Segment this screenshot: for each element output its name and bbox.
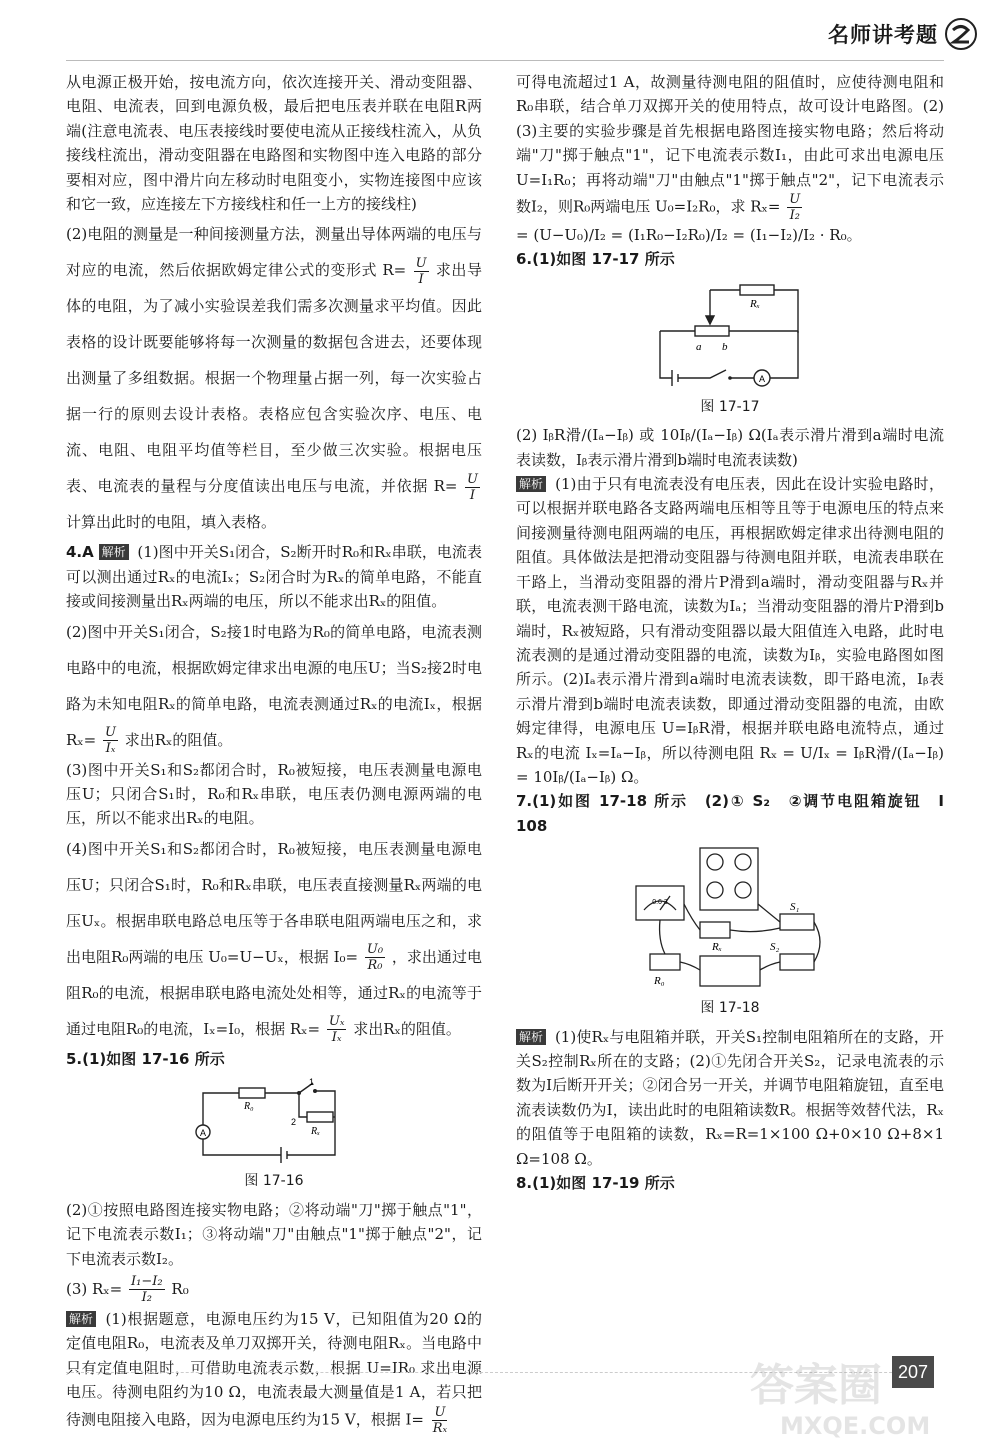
answer-paragraph: 可得电流超过1 A，故测量待测电阻的阻值时，应使待测电阻和R₀串联，结合单刀双掷开关的使用特点，故可设计电路图。(2)(3)主要的实验步骤是首先根据电路图连接实物电路；然后将动端"刀"掷于触点"1"，记下电流表示数I₁，由此可求出电源电压 U=I₁R₀；再将动端"刀"由触点"1"掷于触点"2"，记下电流表示数I₂，则R₀两端电压 U₀=I₂R₀，求 Rₓ= $\frac{U}{\text{I₂}}$ [516,73,944,224]
answer-paragraph: (3)图中开关S₁和S₂都闭合时，R₀被短接，电压表测量电源电压U；只闭合S₁时，R₀和Rₓ串联，电压表仍测电源两端的电压，所以不能求出Rₓ的电阻。 [66,760,482,828]
apparatus-figure-17-18 [630,844,830,994]
page-number: 207 [892,1356,934,1388]
analysis-tag: 解析 [66,1311,96,1327]
answer-paragraph: 从电源正极开始，按电流方向，依次连接开关、滑动变阻器、电阻、电流表，回到电源负极，最后把电压表并联在电阻R两端(注意电流表、电压表接线时要使电流从正接线柱流入，从负接线柱流出，滑动变阻器在电路图和实物图中连入电路的部分要相对应，图中滑片向左移动时电阻变小，实物连接图中应该和它一致，应连接左下方接线柱和任一上方的接线柱) [66,73,482,214]
ammeter-symbol: A [199,1128,207,1139]
end-a-label: a [696,340,702,353]
header-divider [66,60,944,61]
left-column [66,70,482,1436]
meter-scale-label: 0.6 3 [652,899,668,907]
page-header [828,14,978,54]
answer-paragraph: 解析 (1)根据题意，电源电压约为15 V，已知阻值为20 Ω的定值电阻R₀，电流表及单刀双掷开关，待测电阻Rₓ。当电路中只有定值电阻时，可借助电流表示数，根据 U=IR₀ 求出电源电压。待测电阻约为10 Ω，电流表最大测量值是1 A，若只把待测电阻接入电路，因为电源电压约为15 V，根据 I= $\frac{U}{\text{Rₓ}}$ [66,1309,482,1436]
figure-caption: 图 17-16 [244,1173,304,1190]
fraction: $\frac{U}{I}$ [415,255,427,287]
watermark-text: 答案圈 [750,1360,882,1411]
ammeter-symbol: A [758,373,766,384]
figure-caption: 图 17-18 [700,1000,760,1017]
right-column [516,70,960,1195]
rx-label: Rₓ [311,1126,320,1138]
header-title: 名师讲考题 [828,23,938,47]
watermark-url: MXQE.COM [780,1412,931,1440]
answer-paragraph: (2) IᵦR滑/(Iₐ−Iᵦ) 或 10Iᵦ/(Iₐ−Iᵦ) Ω(Iₐ表示滑片滑到a端时电流表读数，Iᵦ表示滑片滑到b端时电流表读数) [516,426,944,469]
end-b-label: b [722,340,728,353]
fraction: $\frac{\text{I₁−I₂}}{\text{I₂}}$ [131,1274,163,1306]
answer-paragraph: (2)图中开关S₁闭合，S₂接1时电路为R₀的简单电路，电流表测电路中的电流，根据欧姆定律求出电源的电压U；当S₂接2时电路为未知电阻Rₓ的简单电路，电流表测通过Rₓ的电流Iₓ，根据 Rₓ= $\frac{U}{\text{Iₓ}}$ 求出Rₓ的阻值。 [66,622,482,757]
rx-label: Rₓ [712,941,722,954]
fraction: $\frac{U}{\text{Rₓ}}$ [432,1404,448,1436]
circuit-figure-17-17 [650,278,810,393]
question-6-heading: 6.(1)如图 17-17 所示 [516,250,675,269]
question-number: 4.A [66,543,94,562]
question-5-heading: 5.(1)如图 17-16 所示 [66,1049,225,1068]
analysis-tag: 解析 [516,1029,546,1045]
equation-line: = (U−U₀)/I₂ = (I₁R₀−I₂R₀)/I₂ = (I₁−I₂)/I₂ · R₀。 [516,226,862,245]
fraction: $\frac{U}{\text{I₂}}$ [789,192,801,224]
fraction: $\frac{U}{\text{Iₓ}}$ [105,725,116,757]
answer-paragraph: (4)图中开关S₁和S₂都闭合时，R₀被短接，电压表测量电源电压U；只闭合S₁时，R₀和Rₓ串联，电压表直接测量Rₓ两端的电压Uₓ。根据串联电路总电压等于各串联电阻两端电压之和，求出电阻R₀两端的电压 U₀=U−Uₓ，根据 I₀= $\frac{\text{U₀}}{\text{R₀}}$ ，求出通过电阻R₀的电流，根据串联电路电流处处相等，通过Rₓ的电流等于通过电阻R₀的电流，Iₓ=I₀，根据 Rₓ= $\frac{\text{Uₓ}}{\text{Iₓ}}$ 求出Rₓ的阻值。 [66,839,482,1046]
figure-caption: 图 17-17 [700,398,760,415]
analysis-tag: 解析 [99,544,129,560]
watermark [740,1350,990,1440]
question-4-answer: 4.A 解析 (1)图中开关S₁闭合，S₂断开时R₀和Rₓ串联，电流表可以测出通过Rₓ的电流Iₓ；S₂闭合时为Rₓ的简单电路，不能直接或间接测量出Rₓ两端的电压，所以不能求出Rₓ的阻值。 [66,543,482,611]
fraction: $\frac{\text{Uₓ}}{\text{Iₓ}}$ [328,1014,345,1046]
answer-paragraph: 解析 (1)使Rₓ与电阻箱并联，开关S₁控制电阻箱所在的支路，开关S₂控制Rₓ所在的支路；(2)①先闭合开关S₂，记录电流表的示数为I后断开开关；②闭合另一开关，并调节电阻箱旋钮，直至电流表读数仍为I，读出此时的电阻箱读数R。根据等效替代法，Rₓ的阻值等于电阻箱的读数，Rₓ=R=1×100 Ω+0×10 Ω+8×1 Ω=108 Ω。 [516,1027,944,1168]
switch-s1-label: S₁ [790,901,800,914]
answer-paragraph: (2)电阻的测量是一种间接测量方法，测量出导体两端的电压与对应的电流，然后依据欧姆定律公式的变形式 R= $\frac{U}{I}$ 求出导体的电阻，为了减小实验误差我们需多次测量求平均值。因此表格的设计既要能够将每一次测量的数据包含进去，还要体现出测量了多组数据。根据一个物理量占据一列，每一次实验占据一行的原则去设计表格。表格应包含实验次序、电压、电流、电阻、电阻平均值等栏目，至少做三次实验。根据电压表、电流表的量程与分度值读出电压与电流，并依据 R= $\frac{U}{I}$ 计算出此时的电阻，填入表格。 [66,225,482,532]
answer-paragraph: (3) Rₓ= $\frac{\text{I₁−I₂}}{\text{I₂}}$ R₀ [66,1274,189,1306]
fraction: $\frac{U}{I}$ [467,471,478,503]
question-7-answer: 7.(1)如图 17-18 所示 (2)① S₂ ②调节电阻箱旋钮 I 108 [516,792,960,835]
r0-label: R₀ [244,1101,254,1113]
analysis-tag: 解析 [516,476,546,492]
brand-logo-icon [944,17,978,51]
answer-paragraph: (2)①按照电路图连接实物电路；②将动端"刀"掷于触点"1"，记下电流表示数I₁；③将动端"刀"由触点"1"掷于触点"2"，记下电流表示数I₂。 [66,1200,482,1268]
circuit-figure-17-16 [189,1077,359,1167]
contact-2-label: 2 [291,1117,297,1128]
contact-1-label: 1 [309,1077,315,1088]
r0-label: R₀ [654,975,665,988]
rx-label: Rₓ [750,297,760,310]
answer-paragraph: 解析 (1)由于只有电流表没有电压表，因此在设计实验电路时，可以根据并联电路各支路两端电压相等且等于电源电压的特点来间接测量待测电阻两端的电压，再根据欧姆定律求出待测电阻的阻值。具体做法是把滑动变阻器与待测电阻并联，电流表串联在干路上，当滑动变阻器的滑片P滑到a端时，滑动变阻器与Rₓ并联，电流表测干路电流，读数为Iₐ；当滑动变阻器的滑片P滑到b端时，Rₓ被短路，只有滑动变阻器以最大阻值连入电路，此时电流表测的是通过滑动变阻器的电流，读数为Iᵦ，实验电路图如图所示。(2)Iₐ表示滑片滑到a端时电流表读数，即干路电流，Iᵦ表示滑片滑到b端时电流表读数，即通过滑动变阻器的电流，由欧姆定律得，电源电压 U=IᵦR滑，根据并联电路电流特点，通过Rₓ的电流 Iₓ=Iₐ−Iᵦ，所以待测电阻 Rₓ = U/Iₓ = IᵦR滑/(Iₐ−Iᵦ) = 10Iᵦ/(Iₐ−Iᵦ) Ω。 [516,475,944,786]
switch-s2-label: S₂ [770,941,780,954]
question-8-heading: 8.(1)如图 17-19 所示 [516,1174,675,1192]
fraction: $\frac{\text{U₀}}{\text{R₀}}$ [366,942,384,974]
